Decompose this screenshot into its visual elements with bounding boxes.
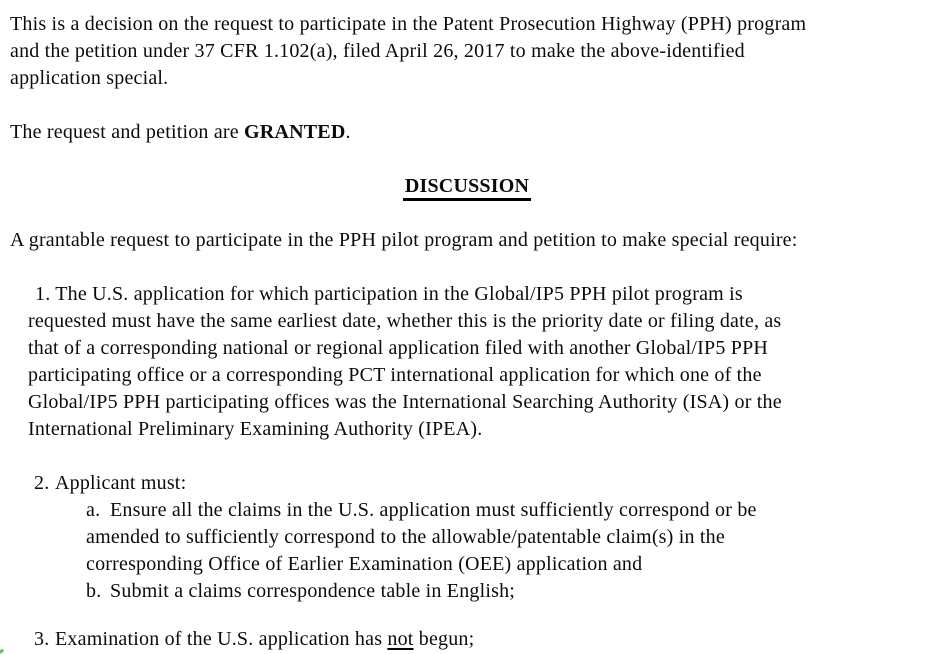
scan-artifact <box>0 649 4 654</box>
paragraph-line: corresponding Office of Earlier Examination (OEE) application and <box>86 553 643 575</box>
paragraph-line: A grantable request to participate in the PPH pilot program and petition to make special require: <box>10 229 798 251</box>
decision-text-end: . <box>345 121 351 143</box>
subitem-letter: a. <box>86 499 101 521</box>
requirements-intro-paragraph <box>10 227 908 254</box>
subitem-text: Ensure all the claims in the U.S. application must sufficiently correspond or be <box>110 499 757 521</box>
item-text-pre: Examination of the U.S. application has <box>55 628 388 650</box>
paragraph-line: amended to sufficiently correspond to the allowable/patentable claim(s) in the <box>86 526 725 548</box>
paragraph-line: This is a decision on the request to participate in the Patent Prosecution Highway (PPH) program <box>10 13 807 35</box>
item-text-post: begun; <box>413 628 475 650</box>
requirement-item-2 <box>34 470 908 497</box>
requirement-item-1 <box>28 281 908 443</box>
item-text: Applicant must: <box>55 472 187 494</box>
subitem-a-line <box>86 497 908 524</box>
intro-paragraph <box>10 11 908 92</box>
requirement-item-2-subitems <box>86 497 908 605</box>
paragraph-line: Global/IP5 PPH participating offices was the International Searching Authority (ISA) or the <box>28 391 782 413</box>
discussion-heading: DISCUSSION <box>403 175 531 201</box>
granted-emphasis: GRANTED <box>244 121 346 143</box>
item-number: 3. <box>34 628 50 650</box>
paragraph-line <box>34 470 908 497</box>
paragraph-line <box>10 119 908 146</box>
discussion-heading-row <box>18 173 916 200</box>
item-number: 2. <box>34 472 50 494</box>
subitem-b-line <box>86 578 908 605</box>
not-underlined: not <box>387 628 414 650</box>
subitem-text: Submit a claims correspondence table in English; <box>110 580 516 602</box>
paragraph-line: participating office or a corresponding PCT international application for which one of the <box>28 364 762 386</box>
item-text <box>55 628 474 650</box>
paragraph-line: that of a corresponding national or regional application filed with another Global/IP5 PPH <box>28 337 769 359</box>
decision-text: The request and petition are <box>10 121 245 143</box>
paragraph-line: International Preliminary Examining Authority (IPEA). <box>28 418 483 440</box>
paragraph-line: 1. The U.S. application for which participation in the Global/IP5 PPH pilot program is <box>35 283 743 305</box>
document-page <box>10 11 908 653</box>
requirement-item-3 <box>34 626 908 653</box>
paragraph-line: and the petition under 37 CFR 1.102(a), filed April 26, 2017 to make the above-identified <box>10 40 745 62</box>
paragraph-line: requested must have the same earliest date, whether this is the priority date or filing date, as <box>28 310 782 332</box>
subitem-letter: b. <box>86 580 102 602</box>
decision-paragraph <box>10 119 908 146</box>
paragraph-line: application special. <box>10 67 169 89</box>
paragraph-line <box>34 626 908 653</box>
